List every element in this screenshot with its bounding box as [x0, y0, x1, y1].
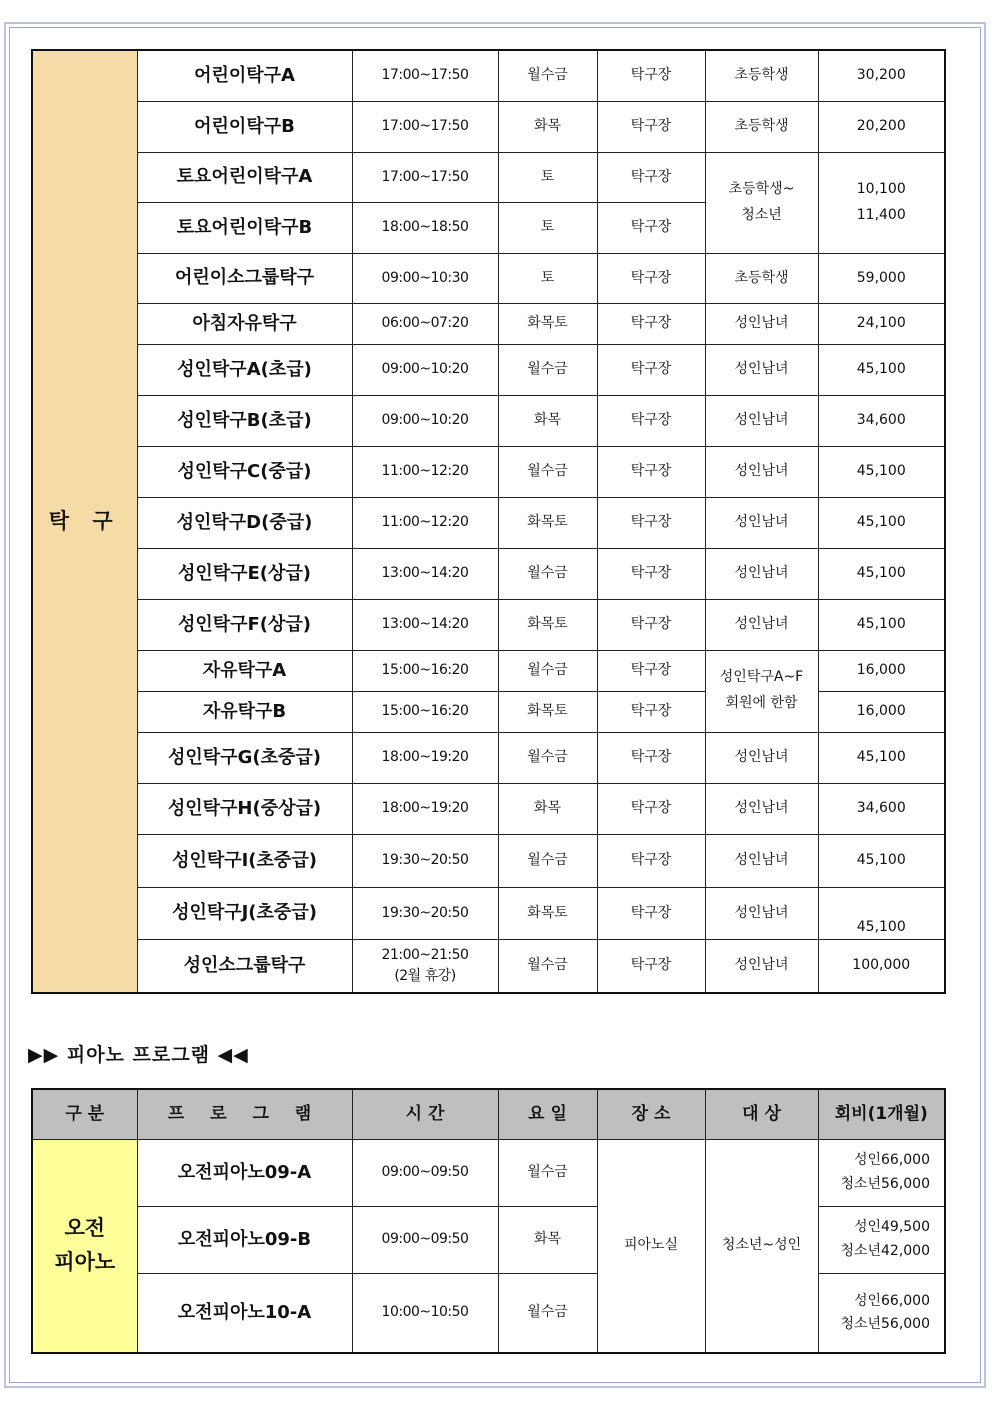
table-row: [32, 939, 945, 993]
category-pingpong: 탁 구: [32, 50, 137, 993]
time-cell: 11:00~12:20: [352, 446, 498, 497]
header-time: 시 간: [352, 1089, 498, 1139]
program-name: 성인탁구B(초급): [137, 395, 352, 446]
fee-cell: 24,100: [818, 303, 945, 344]
time-text: 21:00~21:50: [381, 946, 469, 963]
fee-cell: 45,100: [818, 548, 945, 599]
days-cell: 화목: [498, 395, 597, 446]
target-cell: 성인남녀: [705, 303, 818, 344]
time-cell: 06:00~07:20: [352, 303, 498, 344]
days-cell: 월수금: [498, 1139, 597, 1206]
target-cell: 성인남녀: [705, 395, 818, 446]
time-cell: 13:00~14:20: [352, 599, 498, 650]
target-cell: 초등학생: [705, 253, 818, 303]
days-cell: 화목토: [498, 497, 597, 548]
place-cell: 탁구장: [597, 446, 705, 497]
table-row: [32, 152, 945, 202]
header-days: 요 일: [498, 1089, 597, 1139]
fee-cell: 20,200: [818, 101, 945, 152]
place-cell: 탁구장: [597, 939, 705, 993]
header-place: 장 소: [597, 1089, 705, 1139]
table-row: [32, 1139, 945, 1206]
table-row: [32, 497, 945, 548]
days-cell: 토: [498, 253, 597, 303]
fee-youth: 청소년56,000: [840, 1175, 930, 1192]
target-cell: 성인남녀: [705, 599, 818, 650]
program-name: 어린이소그룹탁구: [137, 253, 352, 303]
fee-cell: 16,000: [818, 691, 945, 732]
place-cell: 탁구장: [597, 395, 705, 446]
days-cell: 화목: [498, 783, 597, 834]
fee-adult: 성인66,000: [853, 1152, 930, 1169]
fee-cell: 30,200: [818, 50, 945, 101]
program-name: 아침자유탁구: [137, 303, 352, 344]
days-cell: 토: [498, 152, 597, 202]
days-cell: 화목토: [498, 887, 597, 939]
days-cell: 월수금: [498, 834, 597, 887]
fee-cell: [818, 1206, 945, 1273]
fee-cell: 45,100: [818, 344, 945, 395]
days-cell: 월수금: [498, 732, 597, 783]
time-cell: 18:00~18:50: [352, 202, 498, 253]
days-cell: 월수금: [498, 50, 597, 101]
table-row: [32, 395, 945, 446]
time-note: (2월 휴강): [394, 967, 456, 984]
days-cell: 토: [498, 202, 597, 253]
fee-youth: 청소년56,000: [840, 1315, 930, 1332]
target-cell-merged: [705, 650, 818, 732]
piano-schedule-table: [31, 1088, 946, 1354]
place-cell: 탁구장: [597, 732, 705, 783]
category-line: 오전: [64, 1216, 106, 1241]
target-cell: 성인남녀: [705, 497, 818, 548]
time-cell: 15:00~16:20: [352, 650, 498, 691]
fee-cell: 45,100: [818, 497, 945, 548]
place-cell: 탁구장: [597, 152, 705, 202]
table-header-row: [32, 1089, 945, 1139]
time-cell: 17:00~17:50: [352, 101, 498, 152]
time-cell: 18:00~19:20: [352, 783, 498, 834]
fee-cell: 16,000: [818, 650, 945, 691]
time-cell: 13:00~14:20: [352, 548, 498, 599]
target-cell: 성인남녀: [705, 548, 818, 599]
days-cell: 월수금: [498, 650, 597, 691]
target-cell: 초등학생: [705, 50, 818, 101]
table-row: [32, 783, 945, 834]
table-row: [32, 101, 945, 152]
table-row: [32, 253, 945, 303]
days-cell: 월수금: [498, 1273, 597, 1353]
place-cell: 탁구장: [597, 783, 705, 834]
header-category: 구 분: [32, 1089, 137, 1139]
target-cell: 성인남녀: [705, 887, 818, 939]
target-line: 회원에 한함: [725, 695, 798, 711]
days-cell: 월수금: [498, 446, 597, 497]
program-name: 성인탁구F(상급): [137, 599, 352, 650]
fee-adult: 성인66,000: [853, 1292, 930, 1309]
program-name: 어린이탁구A: [137, 50, 352, 101]
program-name: 성인탁구E(상급): [137, 548, 352, 599]
target-cell: 성인남녀: [705, 783, 818, 834]
days-cell: 화목: [498, 101, 597, 152]
program-name: 토요어린이탁구B: [137, 202, 352, 253]
target-cell-merged: 청소년~성인: [705, 1139, 818, 1353]
target-cell-merged: [705, 152, 818, 253]
place-cell: 탁구장: [597, 497, 705, 548]
target-line: 초등학생~: [728, 180, 795, 197]
fee-cell: 45,100: [818, 446, 945, 497]
time-cell: 09:00~09:50: [352, 1139, 498, 1206]
table-row: [32, 548, 945, 599]
time-cell-two-line: [352, 939, 498, 993]
place-cell: 탁구장: [597, 834, 705, 887]
fee-cell: [818, 1273, 945, 1353]
fee-cell-merged: [818, 152, 945, 253]
table-row: [32, 50, 945, 101]
program-name: 성인탁구I(초중급): [137, 834, 352, 887]
fee-cell: 45,100: [818, 834, 945, 887]
place-cell: 탁구장: [597, 650, 705, 691]
program-name: 성인탁구G(초중급): [137, 732, 352, 783]
program-name: 성인탁구D(중급): [137, 497, 352, 548]
fee-cell: 45,100: [818, 599, 945, 650]
time-cell: 17:00~17:50: [352, 50, 498, 101]
place-cell: 탁구장: [597, 253, 705, 303]
fee-cell: [818, 1139, 945, 1206]
category-line: 피아노: [54, 1249, 116, 1274]
time-cell: 19:30~20:50: [352, 834, 498, 887]
category-piano: [32, 1139, 137, 1353]
target-cell: 성인남녀: [705, 939, 818, 993]
place-cell: 탁구장: [597, 887, 705, 939]
table-row: [32, 303, 945, 344]
table-row: [32, 834, 945, 887]
time-cell: 09:00~10:20: [352, 344, 498, 395]
place-cell: 탁구장: [597, 303, 705, 344]
time-cell: 18:00~19:20: [352, 732, 498, 783]
table-row: [32, 887, 945, 939]
table-row: [32, 599, 945, 650]
place-cell: 탁구장: [597, 101, 705, 152]
program-name: 오전피아노09-B: [137, 1206, 352, 1273]
place-cell-merged: 피아노실: [597, 1139, 705, 1353]
pingpong-schedule-table: [31, 49, 946, 994]
target-cell: 성인남녀: [705, 446, 818, 497]
program-name: 토요어린이탁구A: [137, 152, 352, 202]
fee-cell: 34,600: [818, 395, 945, 446]
fee-line: 10,100: [856, 180, 906, 197]
target-cell: 초등학생: [705, 101, 818, 152]
time-cell: 11:00~12:20: [352, 497, 498, 548]
time-cell: 10:00~10:50: [352, 1273, 498, 1353]
table-row: [32, 344, 945, 395]
days-cell: 화목: [498, 1206, 597, 1273]
program-name: 성인탁구A(초급): [137, 344, 352, 395]
time-cell: 17:00~17:50: [352, 152, 498, 202]
header-target: 대 상: [705, 1089, 818, 1139]
target-cell: 성인남녀: [705, 344, 818, 395]
target-cell: 성인남녀: [705, 732, 818, 783]
days-cell: 화목토: [498, 691, 597, 732]
table-row: [32, 650, 945, 691]
time-cell: 09:00~10:20: [352, 395, 498, 446]
program-name: 오전피아노10-A: [137, 1273, 352, 1353]
days-cell: 화목토: [498, 303, 597, 344]
target-line: 청소년: [741, 206, 782, 223]
table-row: [32, 732, 945, 783]
place-cell: 탁구장: [597, 344, 705, 395]
place-cell: 탁구장: [597, 691, 705, 732]
program-name: 성인탁구J(초중급): [137, 887, 352, 939]
place-cell: 탁구장: [597, 50, 705, 101]
days-cell: 월수금: [498, 939, 597, 993]
time-cell: 09:00~09:50: [352, 1206, 498, 1273]
fee-adult: 성인49,500: [853, 1219, 930, 1236]
fee-cell: 59,000: [818, 253, 945, 303]
program-name: 성인소그룹탁구: [137, 939, 352, 993]
days-cell: 월수금: [498, 344, 597, 395]
place-cell: 탁구장: [597, 202, 705, 253]
table-row: [32, 446, 945, 497]
target-line: 성인탁구A~F: [719, 669, 804, 686]
header-fee: 회비(1개월): [818, 1089, 945, 1139]
fee-cell: 45,100: [818, 887, 945, 939]
piano-section-title: ▶▶ 피아노 프로그램 ◀◀: [28, 1044, 249, 1066]
program-name: 성인탁구C(중급): [137, 446, 352, 497]
time-cell: 09:00~10:30: [352, 253, 498, 303]
program-name: 자유탁구B: [137, 691, 352, 732]
fee-line: 11,400: [856, 206, 906, 223]
place-cell: 탁구장: [597, 548, 705, 599]
program-name: 어린이탁구B: [137, 101, 352, 152]
target-cell: 성인남녀: [705, 834, 818, 887]
program-name: 오전피아노09-A: [137, 1139, 352, 1206]
header-program: 프 로 그 램: [137, 1089, 352, 1139]
fee-cell: 100,000: [818, 939, 945, 993]
fee-cell: 45,100: [818, 732, 945, 783]
time-cell: 19:30~20:50: [352, 887, 498, 939]
time-cell: 15:00~16:20: [352, 691, 498, 732]
days-cell: 화목토: [498, 599, 597, 650]
days-cell: 월수금: [498, 548, 597, 599]
program-name: 성인탁구H(중상급): [137, 783, 352, 834]
program-name: 자유탁구A: [137, 650, 352, 691]
fee-cell: 34,600: [818, 783, 945, 834]
fee-youth: 청소년42,000: [840, 1242, 930, 1259]
place-cell: 탁구장: [597, 599, 705, 650]
